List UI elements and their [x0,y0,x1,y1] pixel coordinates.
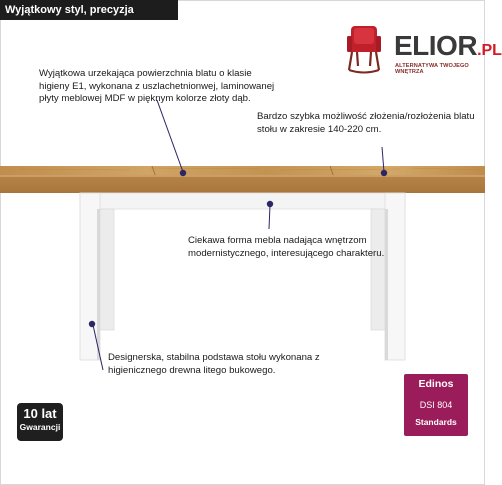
leg-shadow-right [385,209,388,360]
callout-modern-form: Ciekawa forma mebla nadająca wnętrzom modernistycznego, interesującego charakteru. [188,235,385,259]
tabletop-edge [0,175,485,193]
warranty-label: Gwarancji [19,422,61,432]
certification-badge [404,374,468,436]
marker-extension [381,170,387,176]
back-right-leg [371,209,385,330]
cert-name: Edinos [418,378,454,390]
callout-base-material: Designerska, stabilna podstawa stołu wykonana z higienicznego drewna litego bukowego. [108,352,320,376]
callout-tabletop-surface: Wyjątkowa urzekająca powierzchnia blatu o klasie higieny E1, wykonana z uszlachetnionwej, laminowanej płyty meblowej MDF w pięknym kolorze złoty dąb. [39,68,275,105]
marker-form [267,201,273,207]
cert-code: DSI 804 [419,400,453,410]
warranty-badge [17,403,63,441]
slogan-banner: Wyjątkowy styl, precyzja wykonania! [0,0,178,20]
tabletop-surface [0,166,485,175]
apron [80,193,405,209]
brand-wordmark: ELIOR.PL [394,30,502,61]
brand-tagline: ALTERNATYWA TWOJEGO WNĘTRZA [395,63,469,75]
cert-standards: Standards [415,417,457,427]
pointer-line-surface [157,100,183,172]
tabletop-edge-highlight [0,175,485,177]
marker-surface [180,170,186,176]
marker-base [89,321,95,327]
warranty-years: 10 lat [23,406,57,421]
table-legs [80,193,405,360]
back-left-leg [100,209,114,330]
callout-extension-range: Bardzo szybka możliwość złożenia/rozłożenia blatu stołu w zakresie 140-220 cm. [257,111,475,135]
brand-logo[interactable] [338,26,502,86]
leg-shadow-left [97,209,100,360]
